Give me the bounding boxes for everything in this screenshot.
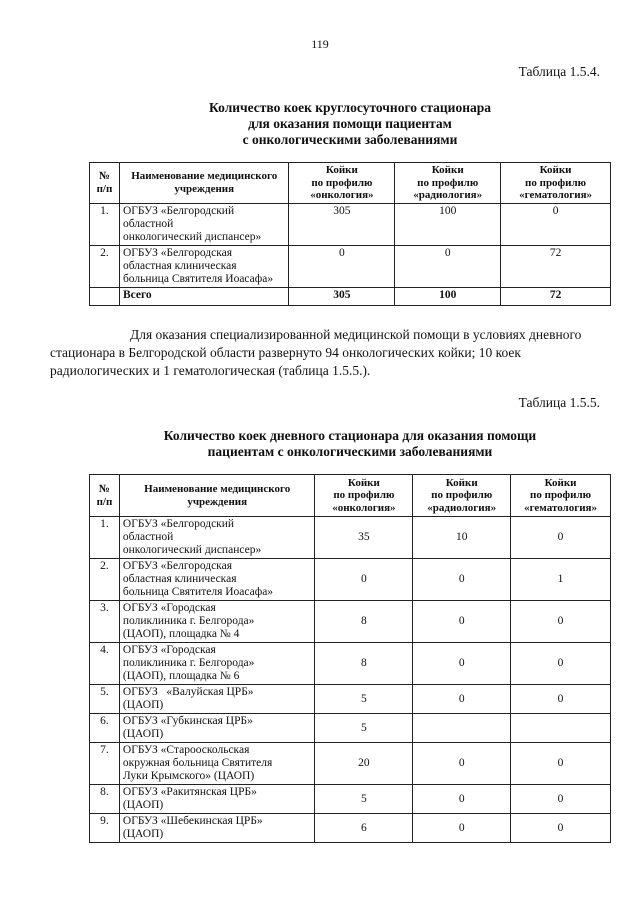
table1-title-line: Количество коек круглосуточного стационара	[209, 100, 491, 115]
row-hematology: 0	[511, 517, 611, 559]
table1-label: Таблица 1.5.4.	[518, 64, 600, 79]
table1-total-row	[90, 287, 611, 305]
row-oncology: 305	[289, 203, 395, 245]
row-oncology: 8	[315, 643, 413, 685]
table-row	[90, 245, 611, 287]
row-radiology: 0	[413, 643, 511, 685]
row-name: ОГБУЗ «Ракитянская ЦРБ» (ЦАОП)	[119, 785, 315, 814]
row-name: ОГБУЗ «Валуйская ЦРБ» (ЦАОП)	[119, 685, 315, 714]
row-name: ОГБУЗ «Старооскольская окружная больница Святителя Луки Крымского» (ЦАОП)	[119, 743, 315, 785]
header-oncology: Койки по профилю «онкология»	[289, 163, 395, 204]
row-num: 5.	[90, 685, 120, 714]
row-oncology: 20	[315, 743, 413, 785]
paragraph-line: Для оказания специализированной медицинской помощи в условиях дневного	[130, 327, 582, 342]
table2-title	[30, 428, 640, 460]
row-name: ОГБУЗ «Губкинская ЦРБ» (ЦАОП)	[119, 714, 315, 743]
row-hematology	[511, 714, 611, 743]
header-name: Наименование медицинского учреждения	[119, 163, 289, 204]
row-radiology: 100	[395, 203, 501, 245]
row-name: ОГБУЗ «Белгородская областная клиническая больница Святителя Иоасафа»	[119, 559, 315, 601]
row-oncology: 8	[315, 601, 413, 643]
table1-title-line: для оказания помощи пациентам	[248, 116, 452, 131]
row-oncology: 0	[289, 245, 395, 287]
row-radiology: 0	[413, 559, 511, 601]
table1-title-line: с онкологическими заболеваниями	[242, 132, 458, 147]
row-oncology: 5	[315, 685, 413, 714]
row-oncology: 5	[315, 785, 413, 814]
row-hematology: 0	[511, 643, 611, 685]
total-label: Всего	[119, 287, 289, 305]
row-oncology: 35	[315, 517, 413, 559]
row-num: 9.	[90, 814, 120, 843]
row-oncology: 5	[315, 714, 413, 743]
table2-title-line: пациентам с онкологическими заболеваниями	[207, 444, 493, 459]
header-oncology: Койки по профилю «онкология»	[315, 475, 413, 517]
header-hematology: Койки по профилю «гематология»	[501, 163, 611, 204]
header-name: Наименование медицинского учреждения	[119, 475, 315, 517]
table1-title	[30, 100, 640, 148]
row-name: ОГБУЗ «Шебекинская ЦРБ» (ЦАОП)	[119, 814, 315, 843]
total-num-cell	[90, 287, 120, 305]
row-name: ОГБУЗ «Городская поликлиника г. Белгорода» (ЦАОП), площадка № 6	[119, 643, 315, 685]
total-radiology: 100	[395, 287, 501, 305]
row-radiology: 0	[413, 785, 511, 814]
table-row	[90, 517, 611, 559]
paragraph-line: радиологических и 1 гематологическая (таблица 1.5.5.).	[50, 363, 371, 378]
row-radiology: 0	[413, 685, 511, 714]
row-radiology: 0	[413, 743, 511, 785]
table-row	[90, 685, 611, 714]
row-name: ОГБУЗ «Белгородская областная клиническая больница Святителя Иоасафа»	[119, 245, 289, 287]
row-name: ОГБУЗ «Городская поликлиника г. Белгорода» (ЦАОП), площадка № 4	[119, 601, 315, 643]
row-hematology: 0	[511, 814, 611, 843]
table-row	[90, 743, 611, 785]
row-oncology: 6	[315, 814, 413, 843]
row-num: 8.	[90, 785, 120, 814]
total-hematology: 72	[501, 287, 611, 305]
table2-title-line: Количество коек дневного стационара для оказания помощи	[163, 428, 537, 443]
row-num: 2.	[90, 245, 120, 287]
row-radiology	[413, 714, 511, 743]
row-hematology: 0	[511, 743, 611, 785]
row-num: 6.	[90, 714, 120, 743]
table-row	[90, 559, 611, 601]
header-hematology: Койки по профилю «гематология»	[511, 475, 611, 517]
row-radiology: 10	[413, 517, 511, 559]
table-row	[90, 814, 611, 843]
paragraph-line: стационара в Белгородской области развернуто 94 онкологических койки; 10 коек	[50, 345, 521, 360]
header-num: № п/п	[90, 163, 120, 204]
row-num: 2.	[90, 559, 120, 601]
table2-label: Таблица 1.5.5.	[518, 395, 600, 410]
row-radiology: 0	[413, 814, 511, 843]
table-row	[90, 643, 611, 685]
row-name: ОГБУЗ «Белгородский областной онкологический диспансер»	[119, 203, 289, 245]
header-radiology: Койки по профилю «радиология»	[395, 163, 501, 204]
table1	[89, 162, 611, 306]
table-row	[90, 785, 611, 814]
row-num: 4.	[90, 643, 120, 685]
header-radiology: Койки по профилю «радиология»	[413, 475, 511, 517]
table2-header-row	[90, 475, 611, 517]
row-hematology: 0	[511, 785, 611, 814]
row-hematology: 0	[501, 203, 611, 245]
row-hematology: 0	[511, 601, 611, 643]
row-num: 1.	[90, 203, 120, 245]
page-number: 119	[311, 37, 329, 51]
table-row	[90, 714, 611, 743]
body-paragraph	[50, 326, 613, 380]
header-num: № п/п	[90, 475, 120, 517]
row-num: 3.	[90, 601, 120, 643]
row-num: 1.	[90, 517, 120, 559]
row-hematology: 1	[511, 559, 611, 601]
row-radiology: 0	[413, 601, 511, 643]
row-hematology: 0	[511, 685, 611, 714]
table1-header-row	[90, 163, 611, 204]
table2	[89, 474, 611, 843]
row-hematology: 72	[501, 245, 611, 287]
row-oncology: 0	[315, 559, 413, 601]
row-radiology: 0	[395, 245, 501, 287]
table-row	[90, 601, 611, 643]
row-name: ОГБУЗ «Белгородский областной онкологический диспансер»	[119, 517, 315, 559]
table-row	[90, 203, 611, 245]
row-num: 7.	[90, 743, 120, 785]
total-oncology: 305	[289, 287, 395, 305]
